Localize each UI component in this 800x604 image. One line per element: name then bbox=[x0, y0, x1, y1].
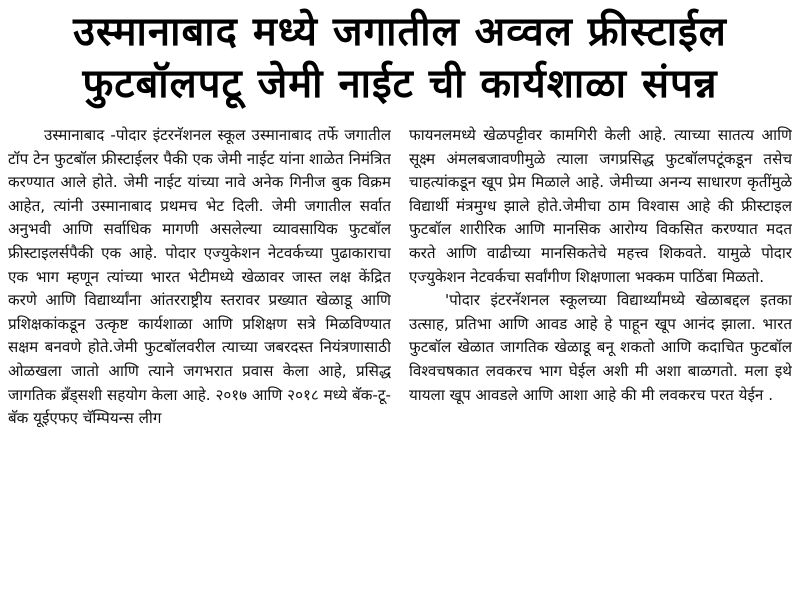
right-paragraph-1-continued: फायनलमध्ये खेळपट्टीवर कामगिरी केली आहे. त्याच्या सातत्य आणि सूक्ष्म अंमलबजावणीमुळे त्याला जगप्रसिद्ध फुटबॉलपटूंकडून तसेच चाहत्यांकडून खूप प्रेम मिळाले आहे. जेमीच्या अनन्य साधारण कृतींमुळे विद्यार्थी मंत्रमुग्ध झाले होते.जेमीचा ठाम विश्वास आहे की फ्रीस्टाइल फुटबॉल शारीरिक आणि मानसिक आरोग्य विकसित करण्यात मदत करते आणि वाढीच्या मानसिकतेचे महत्त्व शिकवते. यामुळे पोदार एज्युकेशन नेटवर्कचा सर्वांगीण शिक्षणाला भक्कम पाठिंबा मिळतो. bbox=[409, 126, 792, 286]
article-body bbox=[8, 124, 792, 600]
headline-line-2: फुटबॉलपटू जेमी नाईट ची कार्यशाळा संपन्न bbox=[82, 61, 718, 107]
left-column bbox=[8, 124, 391, 600]
newspaper-clipping bbox=[0, 6, 800, 604]
headline-line-1: उस्मानाबाद मध्ये जगातील अव्वल फ्रीस्टाईल bbox=[73, 9, 727, 55]
right-paragraph-2-quote: 'पोदार इंटरनॅशनल स्कूलच्या विद्यार्थ्यांमध्ये खेळाबद्दल इतका उत्साह, प्रतिभा आणि आवड आहे हे पाहून खूप आनंद झाला. भारत फुटबॉल खेळात जागतिक खेळाडू बनू शकतो आणि कदाचित फुटबॉल विश्वचषकात लवकरच भाग घेईल अशी मी अशा बाळगतो. मला इथे यायला खूप आवडले आणि आशा आहे की मी लवकरच परत येईन . bbox=[409, 291, 792, 404]
left-paragraph-1: उस्मानाबाद -पोदार इंटरनॅशनल स्कूल उस्मानाबाद तर्फे जगातील टॉप टेन फुटबॉल फ्रीस्टाईलर पैकी एक जेमी नाईट यांना शाळेत निमंत्रित करण्यात आले होते. जेमी नाईट यांच्या नावे अनेक गिनीज बुक विक्रम आहेत, त्यांनी उस्मानाबाद प्रथमच भेट दिली. जेमी जगातील सर्वात अनुभवी आणि सर्वाधिक मागणी असलेल्या व्यावसायिक फुटबॉल फ्रीस्टाइलर्सपैकी एक आहे. पोदार एज्युकेशन नेटवर्कच्या पुढाकाराचा एक भाग म्हणून त्यांच्या भारत भेटीमध्ये खेळावर जास्त लक्ष केंद्रित करणे आणि विद्यार्थ्यांना आंतरराष्ट्रीय स्तरावर प्रख्यात खेळाडू आणि प्रशिक्षकांकडून उत्कृष्ट कार्यशाळा आणि प्रशिक्षण सत्रे मिळविण्यात सक्षम बनवणे होते.जेमी फुटबॉलवरील त्याच्या जबरदस्त नियंत्रणासाठी ओळखला जातो आणि त्याने जगभरात प्रवास केला आहे, प्रसिद्ध जागतिक ब्रँड्सशी सहयोग केला आहे. २०१७ आणि २०१८ मध्ये बॅक-टू-बॅक यूईएफए चॅम्पियन्स लीग bbox=[8, 126, 391, 428]
right-column bbox=[409, 124, 792, 600]
